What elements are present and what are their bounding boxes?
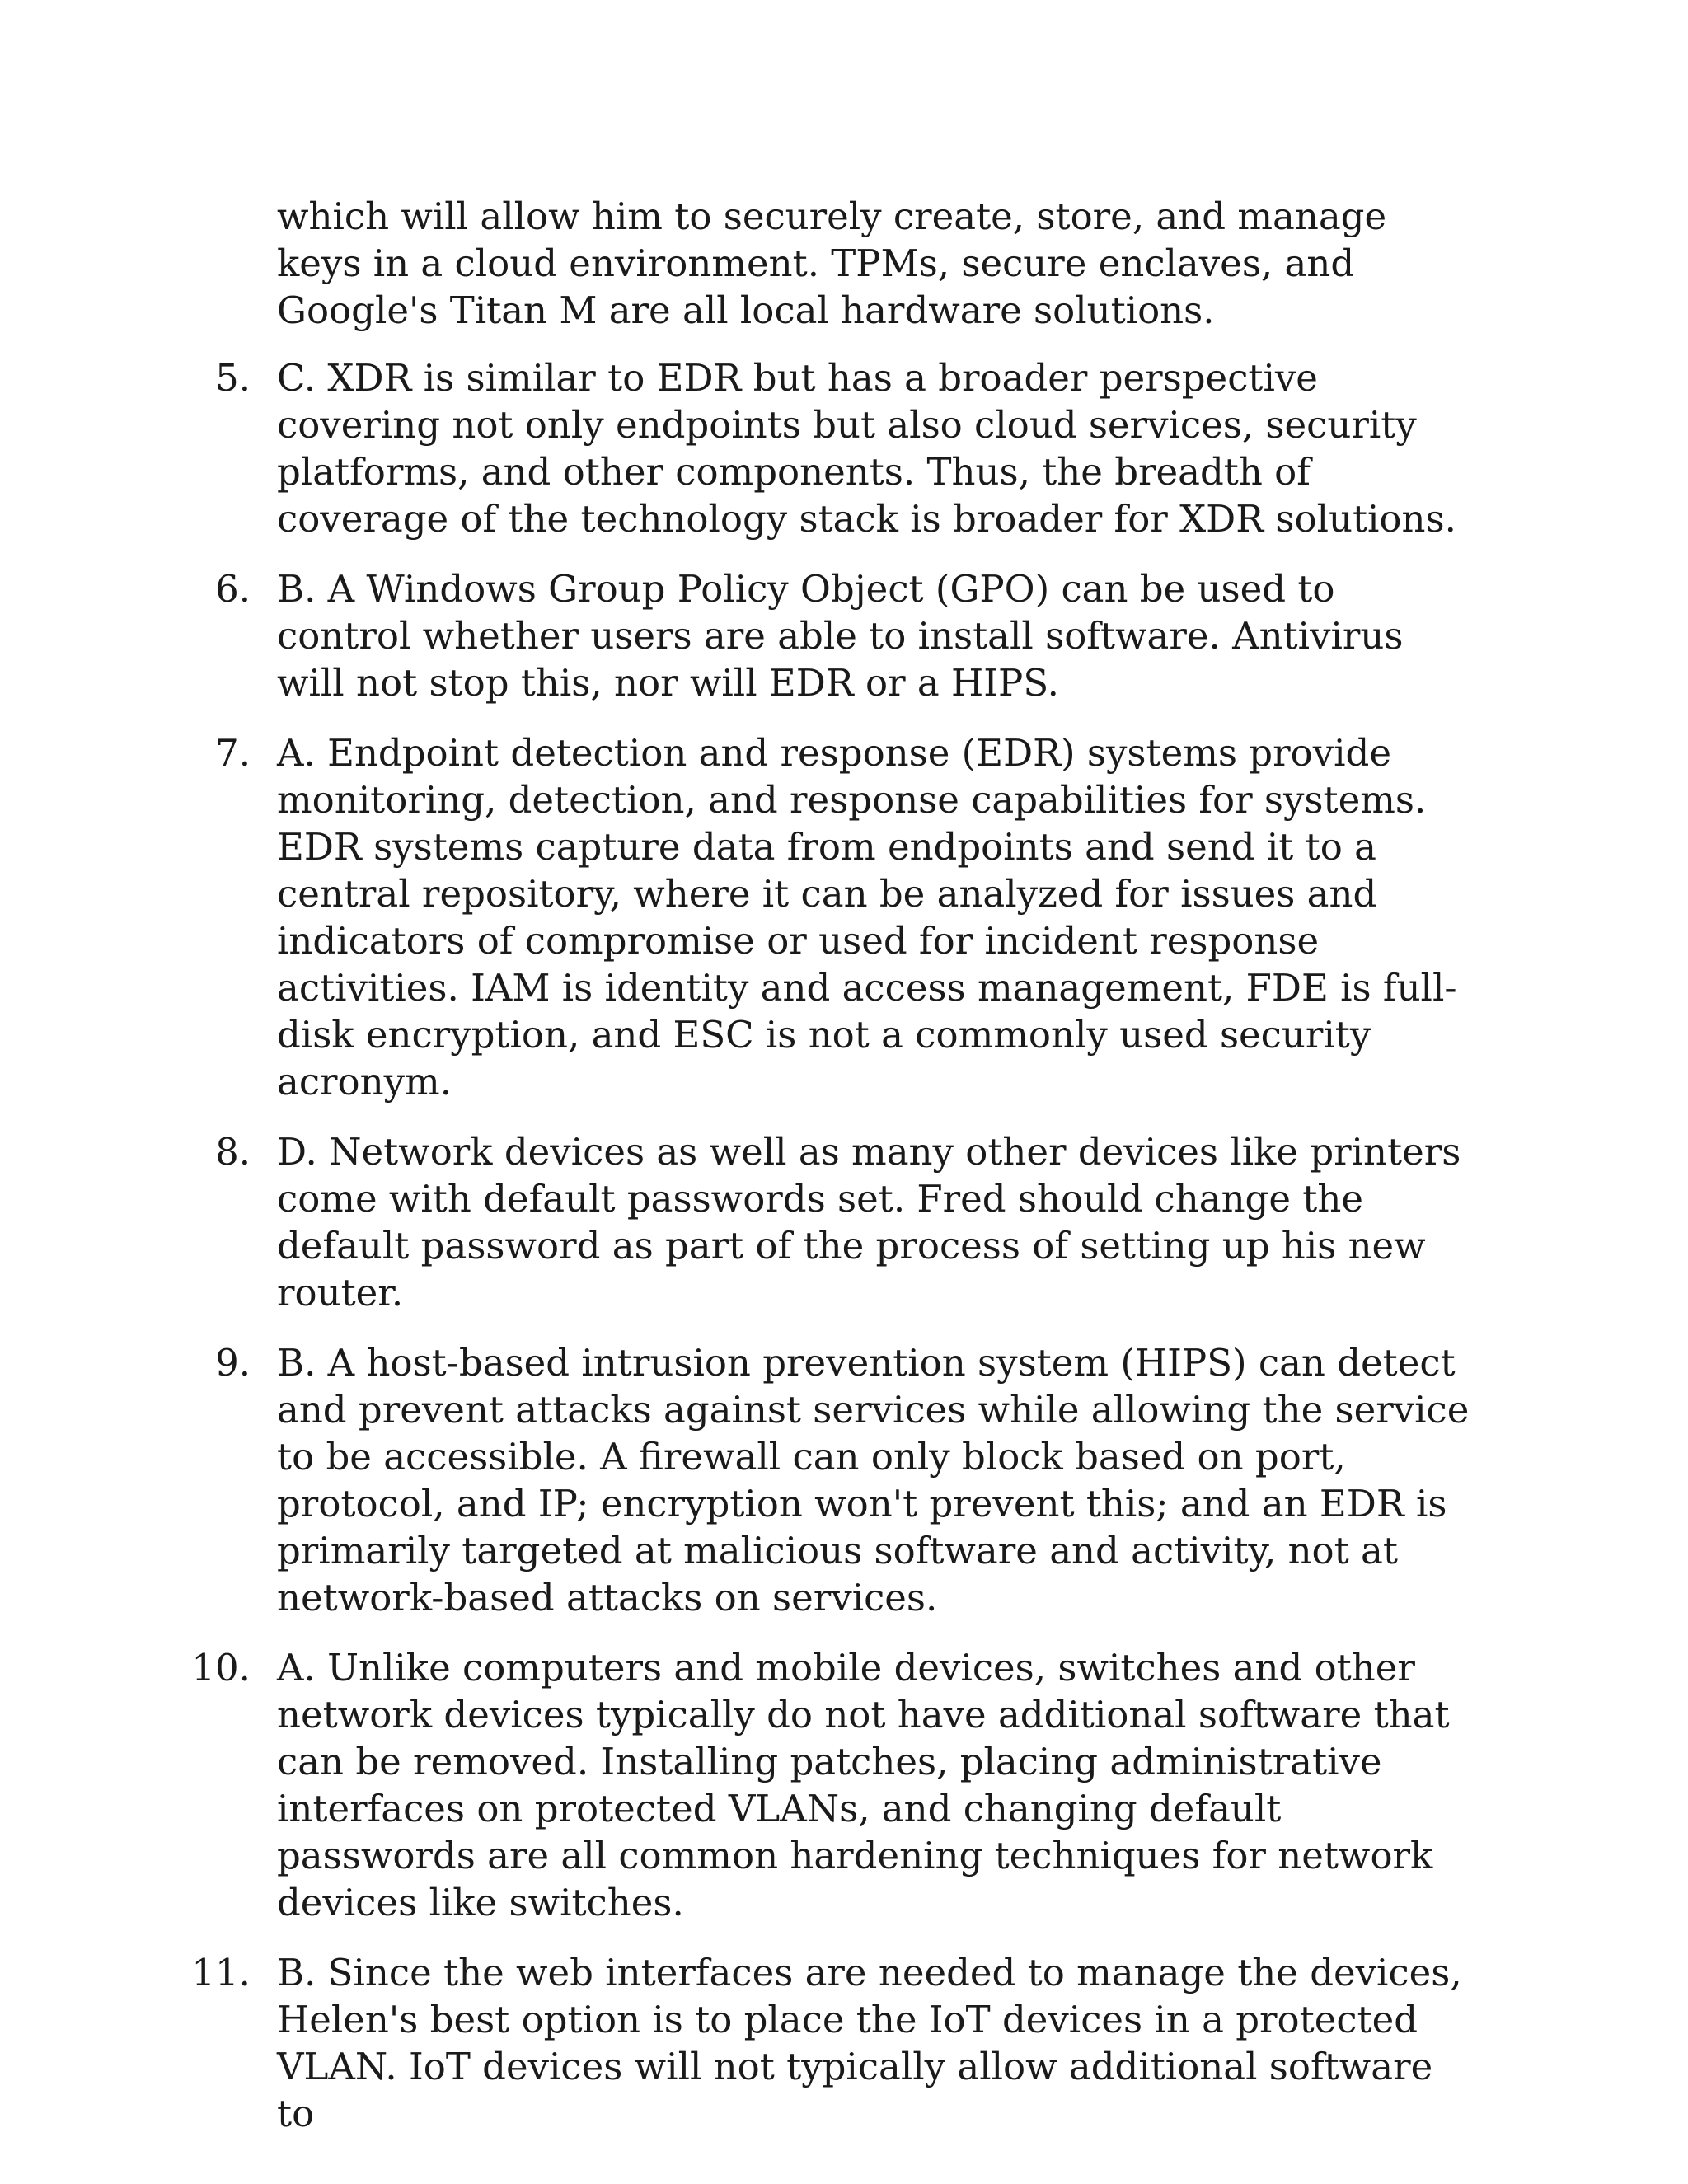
answer-item-5	[0, 354, 1688, 542]
answer-number: 11.	[191, 1951, 251, 1994]
answer-number: 5.	[215, 356, 251, 400]
answer-item-6	[0, 565, 1688, 706]
answer-number: 7.	[215, 731, 251, 775]
answer-text: B. A Windows Group Policy Object (GPO) can be used to control whether users are able to install software. Antivirus will not stop this, nor will EDR or a HIPS.	[277, 567, 1404, 705]
answer-item-8	[0, 1128, 1688, 1316]
answer-item-11	[0, 1949, 1688, 2137]
answer-number: 6.	[215, 567, 251, 611]
answer-item-9	[0, 1339, 1688, 1621]
continuation-paragraph: which will allow him to securely create, store, and manage keys in a cloud environment. TPMs, secure enclaves, and Google's Titan M are all local hardware solutions.	[277, 194, 1387, 332]
answer-text: A. Unlike computers and mobile devices, switches and other network devices typically do not have additional software that can be removed. Installing patches, placing administrative interfaces on protected VLANs, and changing default passwords are all common hardening techniques for network devices like switches.	[277, 1646, 1450, 1924]
answer-list	[0, 354, 1688, 2160]
answer-number: 9.	[215, 1341, 251, 1385]
answer-text: D. Network devices as well as many other devices like printers come with default passwords set. Fred should change the default password as part of the process of setting up his new router.	[277, 1130, 1461, 1315]
answer-text: A. Endpoint detection and response (EDR) systems provide monitoring, detection, and response capabilities for systems. EDR systems capture data from endpoints and send it to a central repository, where it can be analyzed for issues and indicators of compromise or used for incident response activities. IAM is identity and access management, FDE is full-disk encryption, and ESC is not a commonly used security acronym.	[277, 731, 1457, 1104]
answer-number: 10.	[191, 1646, 251, 1690]
answer-item-7	[0, 729, 1688, 1105]
answer-text: B. A host-based intrusion prevention system (HIPS) can detect and prevent attacks against services while allowing the service to be accessible. A firewall can only block based on port, protocol, and IP; encryption won't prevent this; and an EDR is primarily targeted at malicious software and activity, not at network-based attacks on services.	[277, 1341, 1470, 1619]
answer-text: B. Since the web interfaces are needed to manage the devices, Helen's best option is to place the IoT devices in a protected VLAN. IoT devices will not typically allow additional software to	[277, 1951, 1462, 2135]
answer-number: 8.	[215, 1130, 251, 1174]
answer-item-10	[0, 1644, 1688, 1926]
answer-text: C. XDR is similar to EDR but has a broader perspective covering not only endpoints but also cloud services, security platforms, and other components. Thus, the breadth of coverage of the technology stack is broader for XDR solutions.	[277, 356, 1456, 541]
